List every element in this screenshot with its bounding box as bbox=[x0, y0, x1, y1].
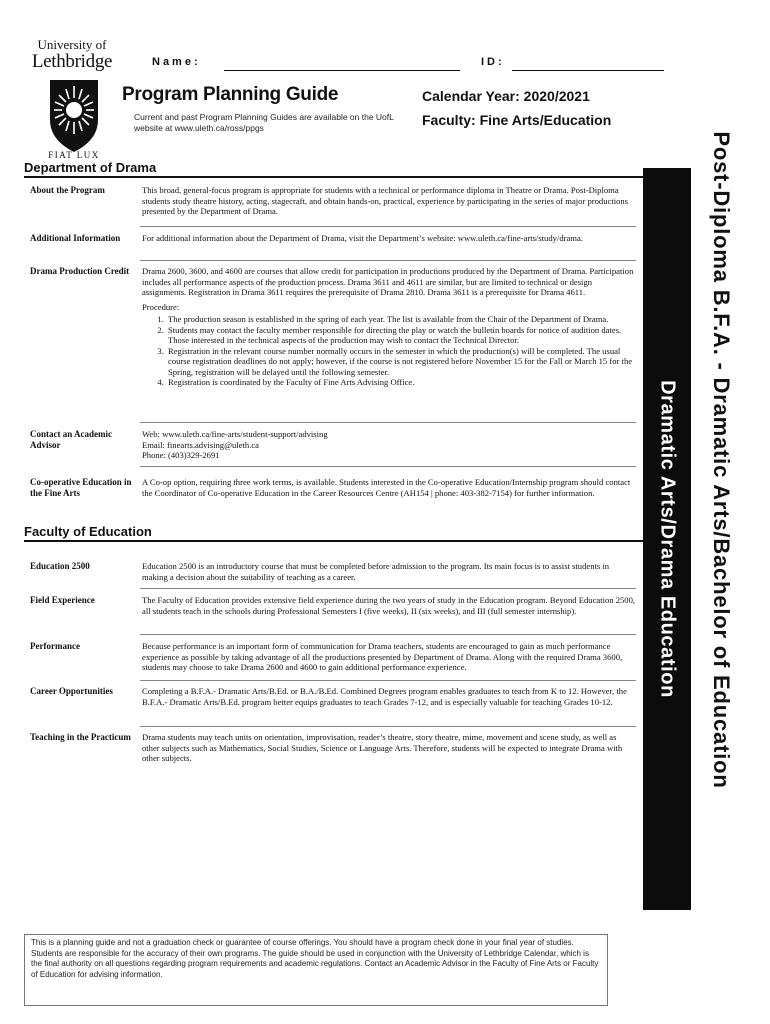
list-item: 2. Students may contact the faculty member responsible for directing the play or watch the bulletin boards for notice of audition dates. Those interested in the technical aspects of the production may wish to contact the Technical Director. bbox=[166, 325, 636, 346]
motto-ribbon: FIAT LUX bbox=[48, 150, 100, 160]
row-text: Education 2500 is an introductory course that must be completed before admission to the program. Its main focus is to assist students in making a decision about the suitability of teaching as a career. bbox=[142, 561, 610, 582]
sun-emblem-icon bbox=[46, 78, 102, 158]
university-logo bbox=[26, 38, 118, 158]
page-title: Program Planning Guide bbox=[122, 84, 339, 105]
advisor-phone: Phone: (403)329-2691 bbox=[142, 450, 220, 460]
row-text: Drama students may teach units on orientation, improvisation, reader’s theatre, story theatre, mime, movement and scene study, as well as other subjects such as Mathematics, Social Studies, Science or Language Arts. Therefore, students will be expected to integrate Drama with other subjects. bbox=[142, 732, 623, 763]
advisor-email[interactable]: Email: finearts.advising@uleth.ca bbox=[142, 439, 259, 450]
program-side-title-text: Post-Diploma B.F.A. - Dramatic Arts/Bachelor of Education bbox=[709, 131, 734, 789]
name-field[interactable] bbox=[224, 70, 460, 71]
education-section-heading: Faculty of Education bbox=[24, 524, 152, 539]
advisor-web[interactable]: Web: www.uleth.ca/fine-arts/student-support/advising bbox=[142, 429, 328, 439]
major-side-banner-text: Dramatic Arts/Drama Education bbox=[656, 380, 679, 698]
row-text bbox=[142, 266, 636, 388]
row-text: Because performance is an important form of communication for Drama teachers, students are encouraged to gain as much performance experience as possible by taking advantage of all the productions presented by Department of Drama. Along with the required Drama 3600, students may choose to take Drama 2600 and 4600 to gain additional performance experience. bbox=[142, 641, 623, 672]
row-label: About the Program bbox=[30, 185, 105, 195]
calendar-year: Calendar Year: 2020/2021 bbox=[422, 88, 590, 104]
row-text: Completing a B.F.A.- Dramatic Arts/B.Ed. or B.A./B.Ed. Combined Degrees program enables graduates to teach from K to 12. However, the B.F.A.- Dramatic Arts/B.Ed. program better equips graduates to teach Grades 7-12, and is especially valuable for teaching Grades 10-12. bbox=[142, 686, 627, 707]
faculty-label: Faculty: Fine Arts/Education bbox=[422, 112, 612, 128]
row-label: Career Opportunities bbox=[30, 686, 113, 696]
row-text: For additional information about the Department of Drama, visit the Department’s website: www.uleth.ca/fine-arts/study/drama. bbox=[142, 233, 583, 243]
list-item: 4. Registration is coordinated by the Faculty of Fine Arts Advising Office. bbox=[166, 377, 636, 388]
drama-section-heading: Department of Drama bbox=[24, 160, 157, 175]
id-field[interactable] bbox=[512, 70, 664, 71]
divider bbox=[140, 226, 636, 227]
divider bbox=[140, 466, 636, 467]
row-label: Co-operative Education in the Fine Arts bbox=[30, 477, 132, 498]
row-label: Performance bbox=[30, 641, 80, 651]
education-section-rule bbox=[24, 540, 644, 542]
major-side-banner bbox=[643, 168, 691, 910]
program-side-title bbox=[690, 30, 752, 890]
row-label: Education 2500 bbox=[30, 561, 90, 571]
procedure-list bbox=[142, 314, 636, 388]
drama-section-rule bbox=[24, 176, 644, 178]
divider bbox=[140, 680, 636, 681]
row-label: Contact an Academic Advisor bbox=[30, 429, 112, 450]
divider bbox=[140, 726, 636, 727]
row-label: Teaching in the Practicum bbox=[30, 732, 131, 742]
row-text: This broad, general-focus program is appropriate for students with a technical or performance diploma in Theatre or Drama. Post-Diploma students study theatre history, acting, stagecraft, and obtain hands-on, practical, experience by participating in the series of major productions presented by the Department of Drama. bbox=[142, 185, 629, 216]
row-label: Additional Information bbox=[30, 233, 121, 243]
university-name-line1: University of bbox=[37, 37, 107, 52]
row-text: The Faculty of Education provides extensive field experience during the two years of study in the Education program. Beyond Education 2500, all students teach in the schools during Professional Semesters I (five weeks), II (six weeks), and III (full semester internship). bbox=[142, 595, 636, 616]
procedure-title: Procedure: bbox=[142, 301, 180, 312]
divider bbox=[140, 260, 636, 261]
divider bbox=[140, 634, 636, 635]
production-paragraph: Drama 2600, 3600, and 4600 are courses that allow credit for participation in productions produced by the Department of Drama. Participation includes all performance aspects of the production process. Drama 3611 and 4611 are similar, but are limited to technical or design assignments. Registration in Drama 3611 requires the prerequisite of Drama 2810. Drama 3611 is a prerequisite for Drama 4611. bbox=[142, 266, 634, 297]
divider bbox=[140, 422, 636, 423]
divider bbox=[140, 588, 636, 589]
list-item: 1. The production season is established in the spring of each year. The list is available from the Chair of the Department of Drama. bbox=[166, 314, 636, 325]
university-name-line2: Lethbridge bbox=[31, 51, 113, 72]
page-subtitle: Current and past Program Planning Guides are available on the UofL website at www.uleth.ca/ross/ppgs bbox=[134, 112, 394, 133]
row-text: A Co-op option, requiring three work terms, is available. Students interested in the Co-operative Education/Internship program should contact the Coordinator of Co-operative Education in the Career Resources Centre (AH154 | phone: 403-382-7154) for further information. bbox=[142, 477, 631, 498]
id-label: ID: bbox=[481, 56, 505, 68]
row-label: Drama Production Credit bbox=[30, 266, 130, 276]
name-label: Name: bbox=[152, 56, 201, 68]
disclaimer-box: This is a planning guide and not a graduation check or guarantee of course offerings. You should have a program check done in your final year of studies. Students are responsible for the accuracy of their own programs. The guide should be used in conjunction with the University of Lethbridge Calendar, which is the final authority on all questions regarding program requirements and academic regulations. Contact an Academic Advisor in the Faculty of Fine Arts or Faculty of Education for advising information. bbox=[24, 934, 608, 1006]
row-text bbox=[142, 429, 636, 461]
row-label: Field Experience bbox=[30, 595, 95, 605]
list-item: 3. Registration in the relevant course number normally occurs in the semester in which the production(s) will be completed. The usual course registration deadlines do not apply; however, if the course is not registered before November 15 for the Fall or March 15 for the Spring, registration will be delayed until the following semester. bbox=[166, 346, 636, 378]
